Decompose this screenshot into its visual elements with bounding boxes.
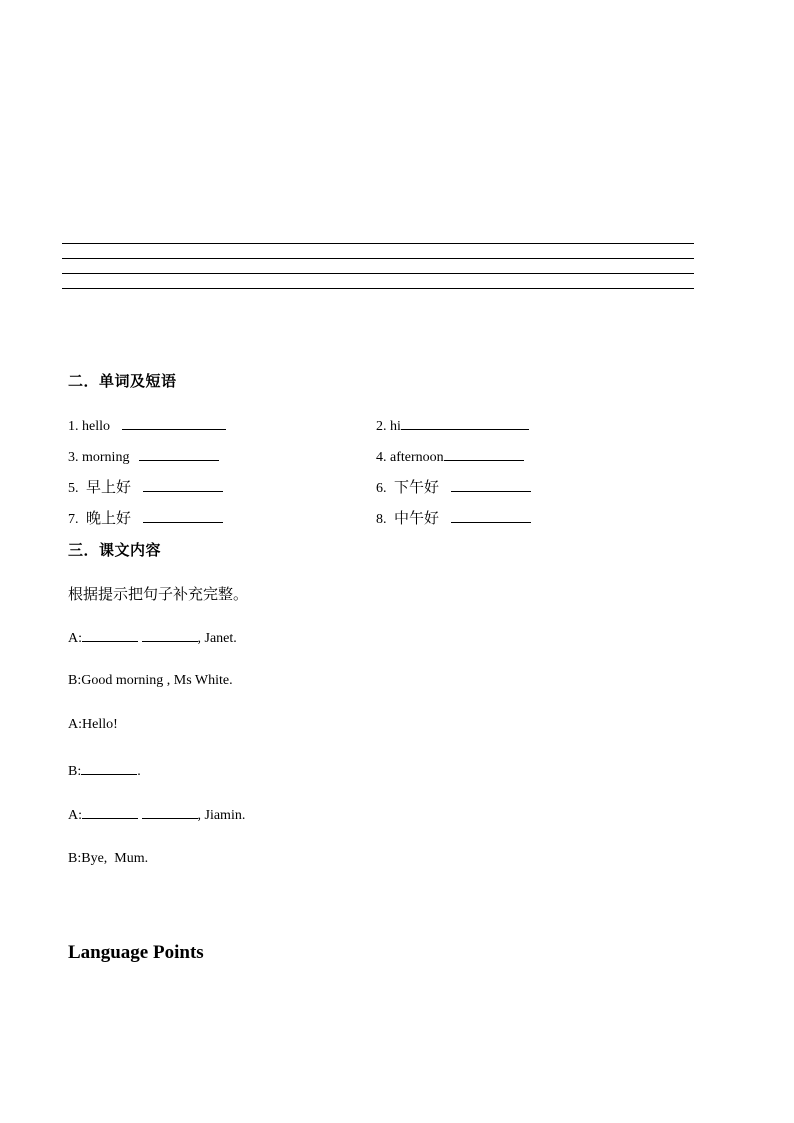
vocab-number: 3.: [68, 450, 79, 465]
speaker-label: B:: [68, 673, 82, 688]
vocab-number: 8.: [376, 512, 387, 527]
language-points-heading: Language Points: [68, 942, 204, 963]
vocab-number: 5.: [68, 481, 79, 496]
writing-line: [62, 243, 694, 244]
instruction-text: 根据提示把句子补充完整。: [68, 585, 249, 603]
answer-blank[interactable]: [451, 477, 531, 492]
dialog-text: .: [137, 764, 141, 779]
answer-blank[interactable]: [139, 446, 219, 461]
answer-blank[interactable]: [81, 762, 137, 775]
speaker-label: A:: [68, 808, 82, 823]
vocab-word: 晚上好: [86, 509, 132, 527]
vocab-word: hi: [390, 419, 401, 434]
answer-blank[interactable]: [142, 629, 198, 642]
answer-blank[interactable]: [451, 508, 531, 523]
writing-line: [62, 258, 694, 259]
dialog-line-2: [68, 673, 233, 689]
writing-line: [62, 273, 694, 274]
vocab-number: 4.: [376, 450, 387, 465]
vocab-item-3: [68, 446, 219, 466]
dialog-text: , Jiamin.: [197, 808, 246, 823]
answer-blank[interactable]: [143, 477, 223, 492]
section-heading-vocabulary: 二．单词及短语: [68, 372, 177, 390]
answer-blank[interactable]: [401, 415, 529, 430]
writing-lines: [62, 243, 694, 303]
answer-blank[interactable]: [142, 806, 198, 819]
dialog-line-6: [68, 851, 148, 867]
vocab-item-7: [68, 507, 223, 528]
answer-blank[interactable]: [122, 415, 226, 430]
vocab-word: hello: [82, 419, 110, 434]
answer-blank[interactable]: [82, 806, 138, 819]
vocab-word: 早上好: [86, 478, 132, 496]
speaker-label: B:: [68, 764, 82, 779]
speaker-label: B:: [68, 851, 82, 866]
answer-blank[interactable]: [82, 629, 138, 642]
dialog-line-1: [68, 629, 237, 647]
vocab-item-5: [68, 476, 223, 497]
vocab-item-2: [376, 415, 529, 435]
vocab-number: 6.: [376, 481, 387, 496]
vocab-number: 2.: [376, 419, 387, 434]
vocab-word: afternoon: [390, 450, 444, 465]
vocab-word: 下午好: [394, 478, 440, 496]
dialog-line-3: [68, 717, 118, 733]
speaker-label: A:: [68, 717, 82, 732]
vocab-item-1: [68, 415, 226, 435]
dialog-text: Bye, Mum.: [81, 851, 149, 866]
vocab-item-4: [376, 446, 524, 466]
dialog-text: Hello!: [82, 717, 118, 732]
answer-blank[interactable]: [444, 446, 524, 461]
vocab-number: 1.: [68, 419, 79, 434]
dialog-text: Good morning , Ms White.: [81, 673, 233, 688]
dialog-line-4: [68, 762, 141, 780]
vocab-item-8: [376, 507, 531, 528]
dialog-line-5: [68, 806, 245, 824]
section-heading-text-content: 三．课文内容: [68, 541, 162, 559]
dialog-text: , Janet.: [197, 631, 237, 646]
vocab-item-6: [376, 476, 531, 497]
speaker-label: A:: [68, 631, 82, 646]
writing-line: [62, 288, 694, 289]
vocab-word: 中午好: [394, 509, 440, 527]
vocab-number: 7.: [68, 512, 79, 527]
vocab-word: morning: [82, 450, 130, 465]
answer-blank[interactable]: [143, 508, 223, 523]
